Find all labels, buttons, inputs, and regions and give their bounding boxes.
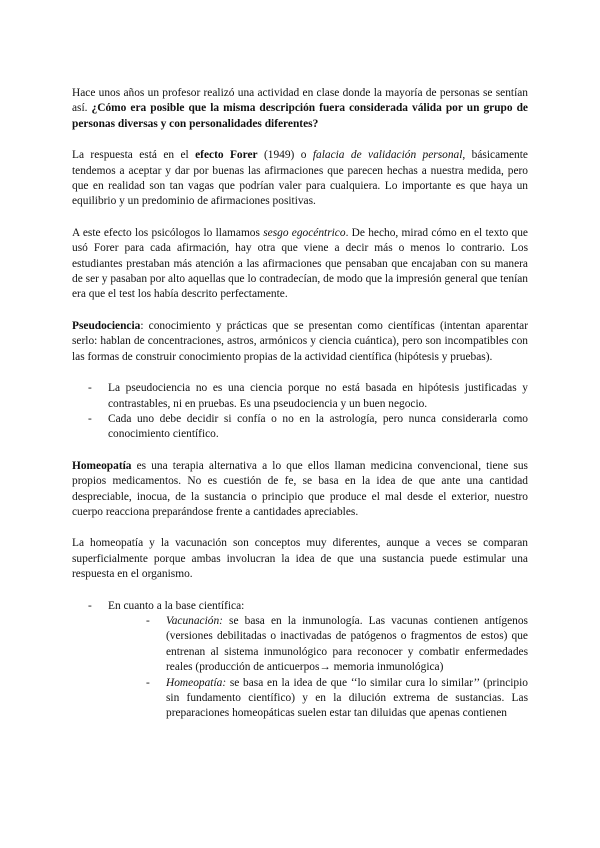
sublist-item-vaccination [146,614,528,676]
homeopathy-term: Homeopatía [72,459,132,472]
intro-question: ¿Cómo era posible que la misma descripción fuera considerada válida por un grupo de personas diversas y con personalidades diferentes? [72,102,528,130]
bias-text-2: . De hecho, mirad cómo en el texto que usó Forer para cada afirmación, hay otra que viene a decir más o menos lo contrario. Los estudiantes prestaban más atención a las afirmaciones que pensaban que encajaban con su manera de ser y pasaban por alto aquellas que lo contradecían, de modo que la impresión general que tenían era que el test los había descrito perfectamente. [72,226,528,301]
scientific-basis-sublist [108,614,528,722]
forer-term: efecto Forer [195,149,258,162]
homeopathy-definition: es una terapia alternativa a lo que ellos llaman medicina convencional, tiene sus propios medicamentos. No es cuestión de fe, se basa en la idea de que ante una cantidad despreciable, inocua, de la sustancia o principio que produce el mal desde el exterior, nuestro cuerpo reacciona preparándose frente a cantidades apreciables. [72,459,528,518]
pseudoscience-term: Pseudociencia [72,319,141,332]
paragraph-comparison: La homeopatía y la vacunación son conceptos muy diferentes, aunque a veces se comparan superficialmente porque ambas involucran la idea de que una sustancia puede estimular una respuesta en el organismo. [72,537,528,581]
sublist-item-homeopathy [146,676,528,722]
list-item-label: En cuanto a la base científica: [108,599,245,612]
list-item: - Cada uno debe decidir si confía o no en la astrología, pero nunca considerarla como conocimiento científico. [88,412,528,443]
paragraph-egocentric-bias [72,226,528,303]
list-item [88,599,528,722]
bias-term: sesgo egocéntrico [263,226,346,239]
pseudoscience-list [72,381,528,443]
paragraph-pseudoscience [72,319,528,365]
homeopathy-text: se basa en la idea de que ‘‘lo similar cura lo similar’’ (principio sin fundamento científico) y en la dilución extrema de sustancias. Las preparaciones homeopáticas suelen estar tan diluidas que apenas contienen [166,676,528,720]
forer-text-1: La respuesta está en el [72,149,196,162]
homeopathy-label: Homeopatía: [166,676,227,689]
paragraph-homeopathy [72,459,528,521]
document-page [72,86,528,738]
scientific-basis-list [72,599,528,722]
forer-fallacy-term: falacia de validación personal [312,149,463,162]
paragraph-intro [72,86,528,132]
forer-text-2: (1949) o [257,149,313,162]
forer-text-3: , básicamente tendemos a aceptar y dar por buenas las afirmaciones que parecen hechas a nuestra medida, pero que en realidad son tan vagas que podrían valer para cualquiera. Lo importante es que haya un equilibrio y un predominio de afirmaciones positivas. [72,149,528,208]
list-item: - La pseudociencia no es una ciencia porque no está basada en hipótesis justificadas y contrastables, ni en pruebas. Es una pseudociencia y un buen negocio. [88,381,528,412]
vaccination-label: Vacunación: [166,614,223,627]
vaccination-text: se basa en la inmunología. Las vacunas contienen antígenos (versiones debilitadas o inactivadas de patógenos o fragmentos de estos) que entrenan al sistema inmunológico para reconocer y combatir enfermedades reales (producción de anticuerpos→ memoria inmunológica) [166,614,528,674]
pseudoscience-definition: : conocimiento y prácticas que se presentan como científicas (intentan aparentar serlo: hablan de concentraciones, astros, armónicos y ciencia cuántica), pero son incompatibles con las formas de construir conocimiento propias de la actividad científica (hipótesis y pruebas). [72,319,528,363]
bias-text-1: A este efecto los psicólogos lo llamamos [72,226,264,239]
paragraph-forer [72,148,528,210]
intro-text: Hace unos años un profesor realizó una actividad en clase donde la mayoría de personas se sentían así. [72,87,528,115]
